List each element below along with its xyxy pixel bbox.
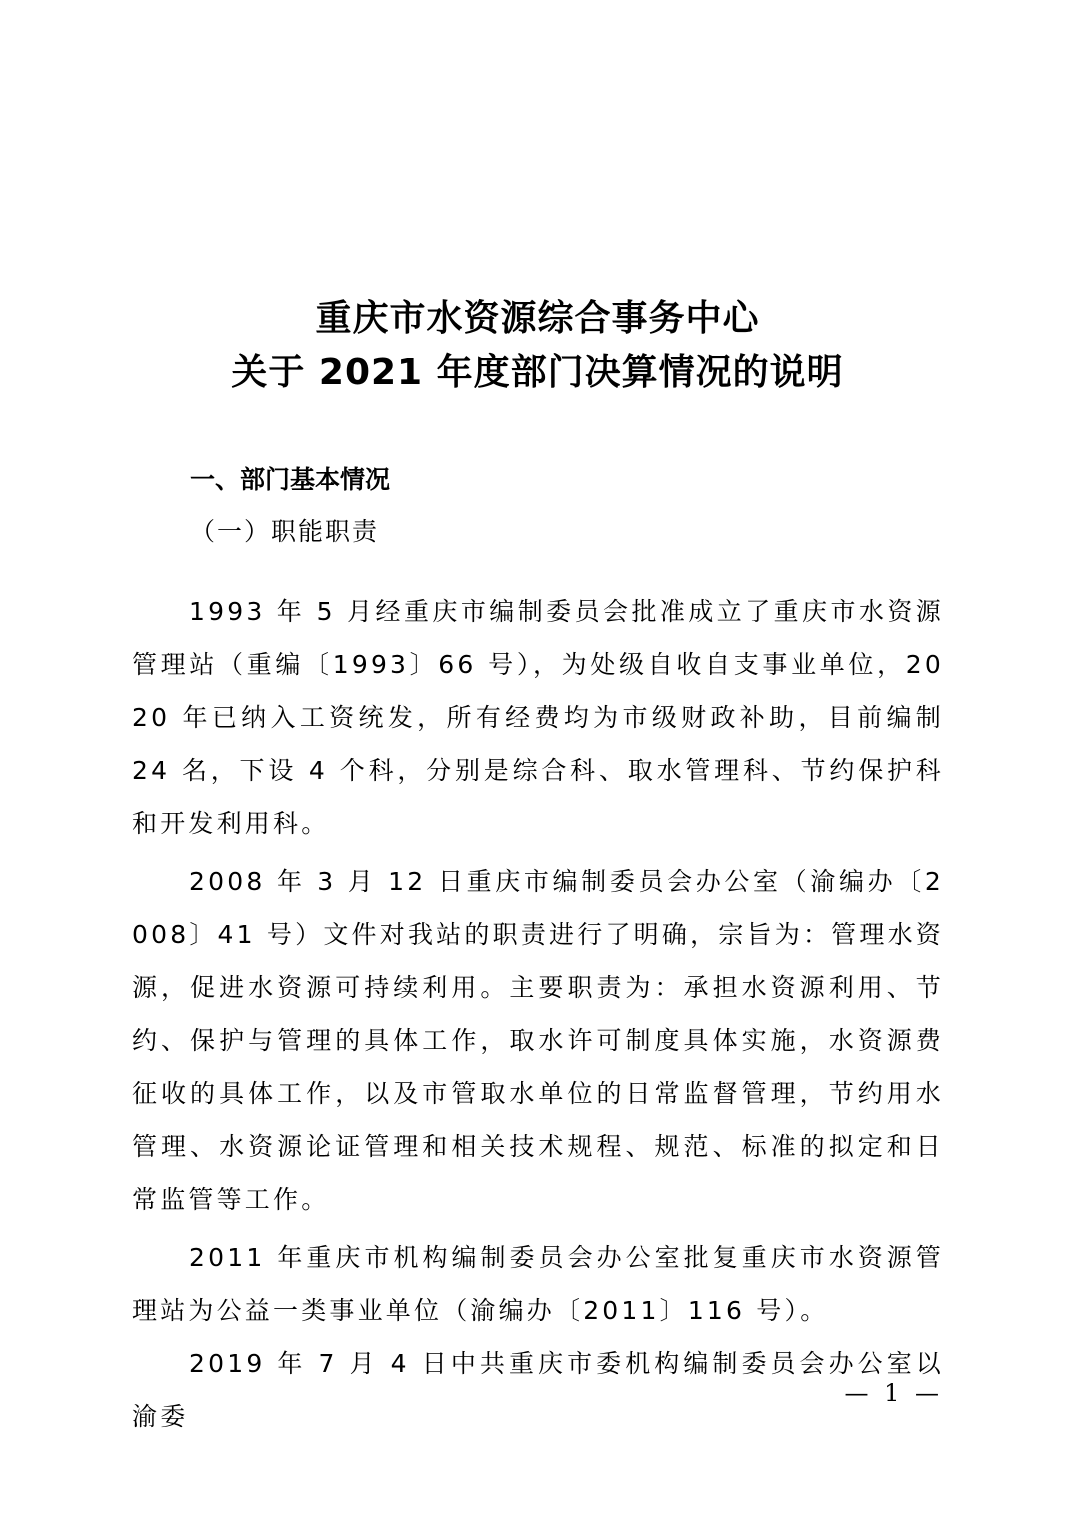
subsection-heading: （一）职能职责 <box>190 517 380 546</box>
paragraph-2019-reform: 2019 年 7 月 4 日中共重庆市委机构编制委员会办公室以渝委 <box>132 1349 944 1431</box>
section-heading: 一、部门基本情况 <box>190 465 391 494</box>
page-number: — 1 — <box>844 1379 943 1407</box>
paragraph-classification: 2011 年重庆市机构编制委员会办公室批复重庆市水资源管理站为公益一类事业单位（渝编办〔2011〕116 号）。 <box>132 1243 944 1325</box>
paragraph-establishment: 1993 年 5 月经重庆市编制委员会批准成立了重庆市水资源管理站（重编〔1993〕66 号），为处级自收自支事业单位，2020 年已纳入工资统发，所有经费均为市级财政补助，目前编制 24 名，下设 4 个科，分别是综合科、取水管理科、节约保护科和开发利用科。 <box>132 597 944 838</box>
paragraph-responsibilities: 2008 年 3 月 12 日重庆市编制委员会办公室（渝编办〔2008〕41 号）文件对我站的职责进行了明确，宗旨为：管理水资源，促进水资源可持续利用。主要职责为：承担水资源利用、节约、保护与管理的具体工作，取水许可制度具体实施，水资源费征收的具体工作，以及市管取水单位的日常监督管理，节约用水管理、水资源论证管理和相关技术规程、规范、标准的拟定和日常监管等工作。 <box>132 867 944 1214</box>
document-title-line-2: 关于 2021 年度部门决算情况的说明 <box>231 352 844 393</box>
document-title-line-1: 重庆市水资源综合事务中心 <box>315 298 760 339</box>
